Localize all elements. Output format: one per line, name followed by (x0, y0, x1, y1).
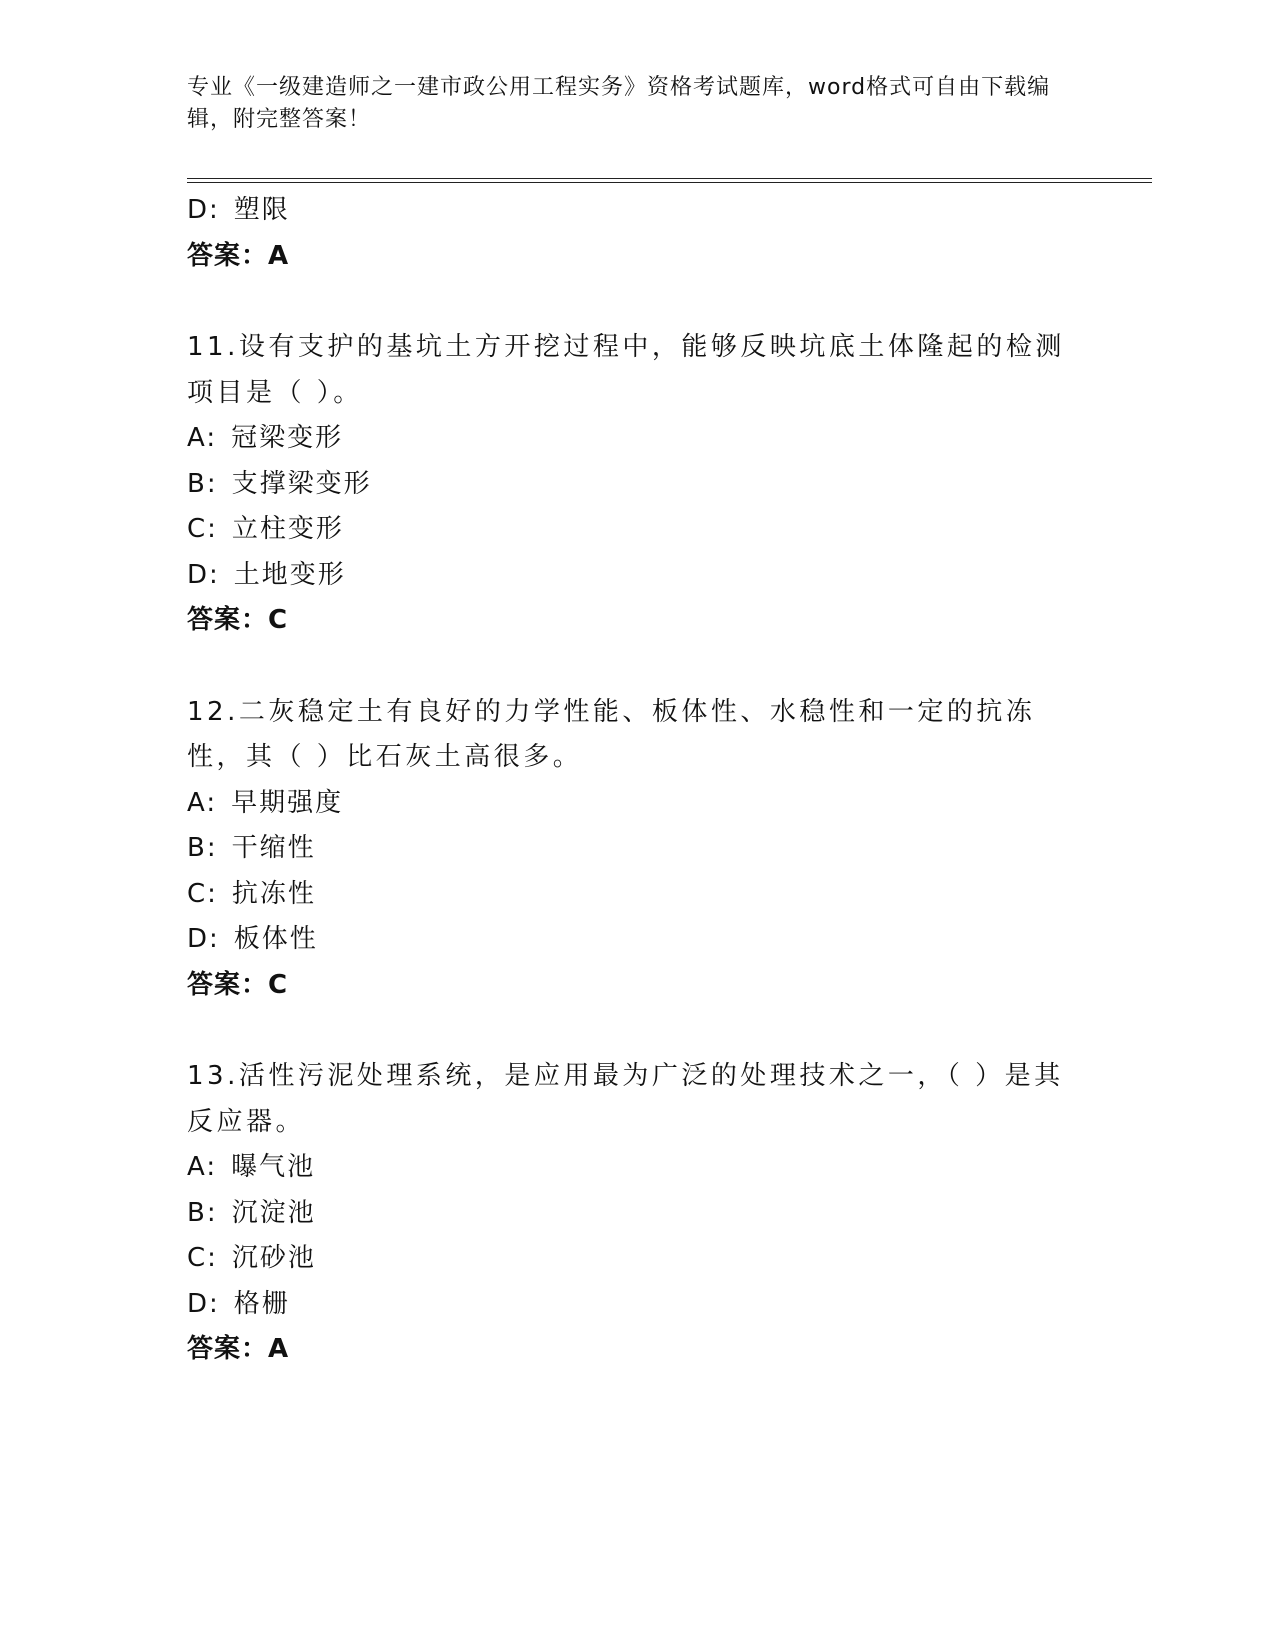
option-letter: B: (187, 1197, 218, 1228)
option-b (187, 1191, 1087, 1237)
option-a (187, 416, 1087, 462)
option-b (187, 826, 1087, 872)
question-stem: 11.设有支护的基坑土方开挖过程中，能够反映坑底土体隆起的检测项目是（ ）。 (187, 332, 1065, 408)
option-letter: A: (187, 787, 218, 818)
header-divider-top (187, 178, 1152, 179)
option-text: 板体性 (233, 924, 318, 954)
option-letter: B: (187, 833, 218, 863)
option-text: 立柱变形 (231, 514, 344, 544)
option-d (187, 553, 1087, 599)
option-text: 早期强度 (231, 787, 344, 818)
document-body (187, 188, 1087, 1373)
header-divider-bottom (187, 182, 1152, 183)
option-c (187, 1236, 1087, 1282)
answer: 答案：A (187, 1334, 290, 1364)
option-letter: D: (187, 924, 220, 954)
option-letter: A: (187, 1152, 218, 1182)
option-text: 干缩性 (231, 833, 316, 863)
answer: 答案：C (187, 605, 289, 635)
option-text: 土地变形 (233, 559, 346, 590)
option-d (187, 188, 1087, 234)
page-header: 专业《一级建造师之一建市政公用工程实务》资格考试题库，word格式可自由下载编辑，附完整答案！ (187, 75, 1051, 132)
option-text: 曝气池 (231, 1152, 316, 1182)
option-text: 支撑梁变形 (231, 468, 372, 499)
option-c (187, 507, 1087, 553)
option-b (187, 462, 1087, 508)
question-stem: 12.二灰稳定土有良好的力学性能、板体性、水稳性和一定的抗冻性，其（ ）比石灰土高很多。 (187, 696, 1036, 772)
option-d (187, 1282, 1087, 1328)
option-a (187, 1145, 1087, 1191)
option-a (187, 781, 1087, 827)
option-c (187, 872, 1087, 918)
option-letter: D: (187, 195, 220, 225)
option-letter: C: (187, 514, 218, 544)
question-stem: 13.活性污泥处理系统，是应用最为广泛的处理技术之一，（ ）是其反应器。 (187, 1061, 1064, 1137)
option-text: 冠梁变形 (231, 423, 344, 453)
option-letter: C: (187, 1243, 218, 1273)
option-text: 格栅 (233, 1288, 290, 1319)
option-letter: B: (187, 468, 218, 499)
option-text: 沉砂池 (231, 1243, 316, 1273)
answer: 答案：C (187, 969, 289, 1000)
option-text: 塑限 (233, 195, 290, 225)
option-letter: A: (187, 423, 218, 453)
option-letter: C: (187, 878, 218, 909)
option-d (187, 917, 1087, 963)
option-letter: D: (187, 1288, 220, 1319)
option-text: 沉淀池 (231, 1197, 316, 1228)
answer: 答案：A (187, 240, 290, 271)
option-text: 抗冻性 (231, 878, 316, 909)
option-letter: D: (187, 559, 220, 590)
